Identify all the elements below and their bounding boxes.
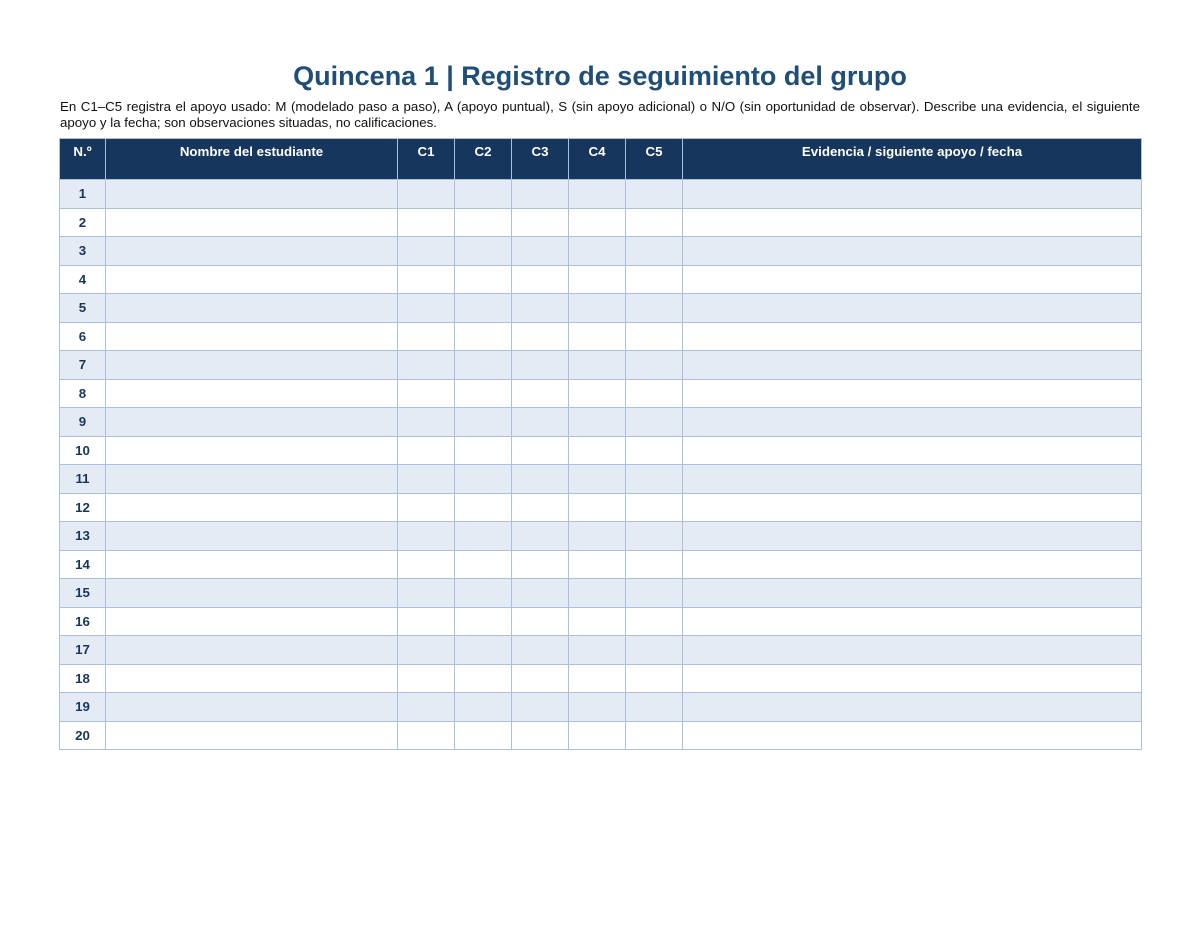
c5-cell[interactable] (626, 693, 683, 722)
table-row (60, 493, 1142, 522)
c3-cell[interactable] (512, 379, 569, 408)
c3-cell[interactable] (512, 550, 569, 579)
table-row (60, 693, 1142, 722)
page-title: Quincena 1 | Registro de seguimiento del grupo (293, 61, 907, 91)
c5-cell[interactable] (626, 322, 683, 351)
c4-cell[interactable] (569, 237, 626, 266)
row-number: 1 (60, 180, 106, 209)
table-row (60, 607, 1142, 636)
c5-cell[interactable] (626, 408, 683, 437)
c5-cell[interactable] (626, 550, 683, 579)
c1-cell[interactable] (398, 436, 455, 465)
table-body (60, 180, 1142, 750)
row-number: 3 (60, 237, 106, 266)
c2-cell[interactable] (455, 607, 512, 636)
c1-cell[interactable] (398, 607, 455, 636)
c1-cell[interactable] (398, 664, 455, 693)
evidence-cell[interactable] (683, 636, 1142, 665)
c2-cell[interactable] (455, 721, 512, 750)
c2-cell[interactable] (455, 265, 512, 294)
student-name-cell[interactable] (106, 522, 398, 551)
table-row (60, 379, 1142, 408)
evidence-cell[interactable] (683, 408, 1142, 437)
student-name-cell[interactable] (106, 408, 398, 437)
student-name-cell[interactable] (106, 550, 398, 579)
c5-cell[interactable] (626, 465, 683, 494)
row-number: 17 (60, 636, 106, 665)
row-number: 7 (60, 351, 106, 380)
c4-cell[interactable] (569, 465, 626, 494)
header-c4: C4 (569, 139, 626, 180)
c3-cell[interactable] (512, 465, 569, 494)
c5-cell[interactable] (626, 493, 683, 522)
row-number: 9 (60, 408, 106, 437)
c3-cell[interactable] (512, 607, 569, 636)
table-row (60, 579, 1142, 608)
c5-cell[interactable] (626, 237, 683, 266)
header-evidence: Evidencia / siguiente apoyo / fecha (683, 139, 1142, 180)
c1-cell[interactable] (398, 237, 455, 266)
c1-cell[interactable] (398, 265, 455, 294)
student-name-cell[interactable] (106, 208, 398, 237)
c1-cell[interactable] (398, 408, 455, 437)
c1-cell[interactable] (398, 493, 455, 522)
student-name-cell[interactable] (106, 436, 398, 465)
table-row (60, 550, 1142, 579)
evidence-cell[interactable] (683, 493, 1142, 522)
header-c1: C1 (398, 139, 455, 180)
tracking-table (59, 138, 1142, 750)
c2-cell[interactable] (455, 351, 512, 380)
c4-cell[interactable] (569, 265, 626, 294)
evidence-cell[interactable] (683, 436, 1142, 465)
row-number: 2 (60, 208, 106, 237)
c3-cell[interactable] (512, 693, 569, 722)
student-name-cell[interactable] (106, 265, 398, 294)
table-header-row (60, 139, 1142, 180)
evidence-cell[interactable] (683, 351, 1142, 380)
c1-cell[interactable] (398, 579, 455, 608)
c4-cell[interactable] (569, 693, 626, 722)
c3-cell[interactable] (512, 636, 569, 665)
c3-cell[interactable] (512, 265, 569, 294)
c2-cell[interactable] (455, 436, 512, 465)
c2-cell[interactable] (455, 550, 512, 579)
c2-cell[interactable] (455, 493, 512, 522)
table-row (60, 294, 1142, 323)
row-number: 11 (60, 465, 106, 494)
c3-cell[interactable] (512, 294, 569, 323)
c2-cell[interactable] (455, 208, 512, 237)
row-number: 4 (60, 265, 106, 294)
c4-cell[interactable] (569, 208, 626, 237)
c2-cell[interactable] (455, 408, 512, 437)
c4-cell[interactable] (569, 579, 626, 608)
c1-cell[interactable] (398, 522, 455, 551)
evidence-cell[interactable] (683, 550, 1142, 579)
evidence-cell[interactable] (683, 180, 1142, 209)
evidence-cell[interactable] (683, 322, 1142, 351)
c3-cell[interactable] (512, 436, 569, 465)
student-name-cell[interactable] (106, 493, 398, 522)
c5-cell[interactable] (626, 180, 683, 209)
c4-cell[interactable] (569, 607, 626, 636)
c3-cell[interactable] (512, 208, 569, 237)
c5-cell[interactable] (626, 436, 683, 465)
evidence-cell[interactable] (683, 522, 1142, 551)
c3-cell[interactable] (512, 664, 569, 693)
row-number: 19 (60, 693, 106, 722)
table-row (60, 408, 1142, 437)
table-row (60, 664, 1142, 693)
evidence-cell[interactable] (683, 379, 1142, 408)
c3-cell[interactable] (512, 579, 569, 608)
table-row (60, 436, 1142, 465)
c4-cell[interactable] (569, 493, 626, 522)
c2-cell[interactable] (455, 636, 512, 665)
c2-cell[interactable] (455, 322, 512, 351)
table-row (60, 465, 1142, 494)
table-row (60, 522, 1142, 551)
table-row (60, 721, 1142, 750)
c4-cell[interactable] (569, 351, 626, 380)
c5-cell[interactable] (626, 522, 683, 551)
row-number: 20 (60, 721, 106, 750)
c5-cell[interactable] (626, 208, 683, 237)
row-number: 16 (60, 607, 106, 636)
c3-cell[interactable] (512, 522, 569, 551)
table-row (60, 237, 1142, 266)
c4-cell[interactable] (569, 294, 626, 323)
student-name-cell[interactable] (106, 322, 398, 351)
row-number: 10 (60, 436, 106, 465)
table-row (60, 351, 1142, 380)
c5-cell[interactable] (626, 294, 683, 323)
c1-cell[interactable] (398, 322, 455, 351)
table-row (60, 180, 1142, 209)
evidence-cell[interactable] (683, 208, 1142, 237)
student-name-cell[interactable] (106, 351, 398, 380)
c5-cell[interactable] (626, 664, 683, 693)
instructions-text: En C1–C5 registra el apoyo usado: M (modelado paso a paso), A (apoyo puntual), S (sin apoyo adicional) o N/O (sin oportunidad de observar). Describe una evidencia, el siguiente apoyo y la fecha; son observaciones situadas, no calificaciones. (60, 99, 1140, 130)
evidence-cell[interactable] (683, 294, 1142, 323)
evidence-cell[interactable] (683, 607, 1142, 636)
c2-cell[interactable] (455, 180, 512, 209)
row-number: 14 (60, 550, 106, 579)
student-name-cell[interactable] (106, 607, 398, 636)
evidence-cell[interactable] (683, 579, 1142, 608)
c5-cell[interactable] (626, 636, 683, 665)
c4-cell[interactable] (569, 379, 626, 408)
c4-cell[interactable] (569, 436, 626, 465)
c2-cell[interactable] (455, 664, 512, 693)
header-c2: C2 (455, 139, 512, 180)
c1-cell[interactable] (398, 180, 455, 209)
c4-cell[interactable] (569, 721, 626, 750)
student-name-cell[interactable] (106, 465, 398, 494)
c4-cell[interactable] (569, 180, 626, 209)
evidence-cell[interactable] (683, 721, 1142, 750)
c5-cell[interactable] (626, 379, 683, 408)
c3-cell[interactable] (512, 322, 569, 351)
student-name-cell[interactable] (106, 693, 398, 722)
header-c3: C3 (512, 139, 569, 180)
c3-cell[interactable] (512, 408, 569, 437)
c2-cell[interactable] (455, 294, 512, 323)
c3-cell[interactable] (512, 493, 569, 522)
c2-cell[interactable] (455, 379, 512, 408)
evidence-cell[interactable] (683, 465, 1142, 494)
c4-cell[interactable] (569, 522, 626, 551)
evidence-cell[interactable] (683, 237, 1142, 266)
c1-cell[interactable] (398, 208, 455, 237)
table-row (60, 265, 1142, 294)
c2-cell[interactable] (455, 693, 512, 722)
c3-cell[interactable] (512, 237, 569, 266)
c1-cell[interactable] (398, 379, 455, 408)
c4-cell[interactable] (569, 664, 626, 693)
student-name-cell[interactable] (106, 579, 398, 608)
student-name-cell[interactable] (106, 294, 398, 323)
c5-cell[interactable] (626, 607, 683, 636)
c1-cell[interactable] (398, 294, 455, 323)
c1-cell[interactable] (398, 636, 455, 665)
student-name-cell[interactable] (106, 379, 398, 408)
evidence-cell[interactable] (683, 693, 1142, 722)
row-number: 13 (60, 522, 106, 551)
c3-cell[interactable] (512, 180, 569, 209)
student-name-cell[interactable] (106, 636, 398, 665)
c5-cell[interactable] (626, 265, 683, 294)
c2-cell[interactable] (455, 465, 512, 494)
c3-cell[interactable] (512, 351, 569, 380)
header-c5: C5 (626, 139, 683, 180)
row-number: 8 (60, 379, 106, 408)
c1-cell[interactable] (398, 693, 455, 722)
c5-cell[interactable] (626, 351, 683, 380)
c3-cell[interactable] (512, 721, 569, 750)
row-number: 15 (60, 579, 106, 608)
c4-cell[interactable] (569, 550, 626, 579)
table-row (60, 322, 1142, 351)
row-number: 6 (60, 322, 106, 351)
table-row (60, 636, 1142, 665)
evidence-cell[interactable] (683, 664, 1142, 693)
c4-cell[interactable] (569, 408, 626, 437)
header-student-name: Nombre del estudiante (106, 139, 398, 180)
row-number: 5 (60, 294, 106, 323)
evidence-cell[interactable] (683, 265, 1142, 294)
c2-cell[interactable] (455, 522, 512, 551)
student-name-cell[interactable] (106, 664, 398, 693)
c2-cell[interactable] (455, 579, 512, 608)
student-name-cell[interactable] (106, 237, 398, 266)
c1-cell[interactable] (398, 351, 455, 380)
c4-cell[interactable] (569, 636, 626, 665)
c1-cell[interactable] (398, 550, 455, 579)
student-name-cell[interactable] (106, 721, 398, 750)
c1-cell[interactable] (398, 721, 455, 750)
c4-cell[interactable] (569, 322, 626, 351)
table-row (60, 208, 1142, 237)
c2-cell[interactable] (455, 237, 512, 266)
c5-cell[interactable] (626, 579, 683, 608)
row-number: 18 (60, 664, 106, 693)
header-number: N.º (60, 139, 106, 180)
c5-cell[interactable] (626, 721, 683, 750)
student-name-cell[interactable] (106, 180, 398, 209)
row-number: 12 (60, 493, 106, 522)
c1-cell[interactable] (398, 465, 455, 494)
